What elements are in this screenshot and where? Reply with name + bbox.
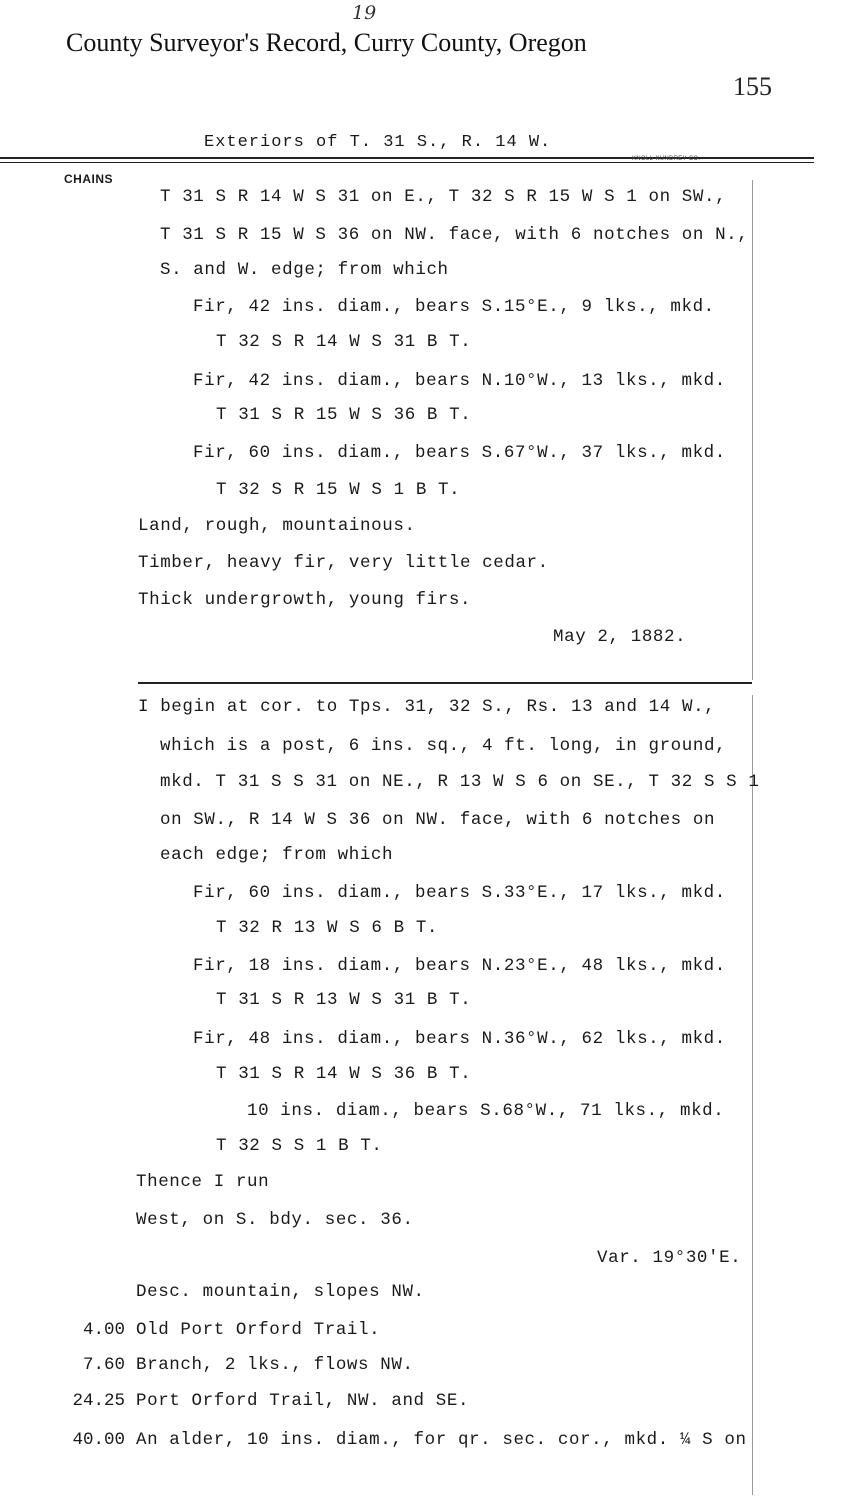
chains-column-label: CHAINS — [64, 172, 114, 186]
bearing-tree-mark: T 31 S R 13 W S 31 B T. — [216, 990, 472, 1010]
printer-mark: KNOLL-KUNDREY CO. — [632, 156, 701, 162]
bearing-tree-mark: T 31 S R 15 W S 36 B T. — [216, 405, 472, 425]
chain-distance: 24.25 — [72, 1391, 125, 1411]
chain-entry-text: Port Orford Trail, NW. and SE. — [136, 1391, 470, 1411]
text-line: on SW., R 14 W S 36 on NW. face, with 6 notches on — [160, 810, 716, 830]
text-line: S. and W. edge; from which — [160, 260, 449, 280]
section-subtitle: Exteriors of T. 31 S., R. 14 W. — [204, 133, 552, 152]
chain-distance: 40.00 — [72, 1430, 125, 1450]
handwritten-page-number: 19 — [352, 2, 377, 24]
bearing-tree-line: Fir, 18 ins. diam., bears N.23°E., 48 lks., mkd. — [193, 956, 726, 976]
text-line: Thick undergrowth, young firs. — [138, 590, 472, 610]
page-title: County Surveyor's Record, Curry County, Oregon — [66, 28, 587, 57]
text-line: each edge; from which — [160, 845, 394, 865]
bearing-tree-line: 10 ins. diam., bears S.68°W., 71 lks., mkd. — [247, 1101, 725, 1121]
page-number: 155 — [733, 72, 772, 101]
chain-entry-text: Branch, 2 lks., flows NW. — [136, 1355, 414, 1375]
bearing-tree-line: Fir, 48 ins. diam., bears N.36°W., 62 lks., mkd. — [193, 1029, 726, 1049]
text-line: Desc. mountain, slopes NW. — [136, 1282, 425, 1302]
text-line: Land, rough, mountainous. — [138, 516, 416, 536]
text-line: I begin at cor. to Tps. 31, 32 S., Rs. 13 and 14 W., — [138, 697, 716, 717]
bearing-tree-mark: T 32 S R 14 W S 31 B T. — [216, 332, 472, 352]
text-line: Timber, heavy fir, very little cedar. — [138, 553, 549, 573]
bearing-tree-mark: T 32 S R 15 W S 1 B T. — [216, 480, 461, 500]
survey-date: May 2, 1882. — [553, 627, 687, 647]
text-line: T 31 S R 15 W S 36 on NW. face, with 6 notches on N., — [160, 225, 749, 245]
chain-distance: 7.60 — [82, 1355, 125, 1375]
bearing-tree-line: Fir, 42 ins. diam., bears N.10°W., 13 lks., mkd. — [193, 371, 726, 391]
magnetic-variation: Var. 19°30'E. — [597, 1248, 742, 1268]
text-line: Thence I run — [136, 1172, 270, 1192]
bearing-tree-mark: T 31 S R 14 W S 36 B T. — [216, 1064, 472, 1084]
bearing-tree-mark: T 32 R 13 W S 6 B T. — [216, 918, 439, 938]
chain-distance: 4.00 — [82, 1320, 125, 1340]
chain-entry-text: An alder, 10 ins. diam., for qr. sec. cor., mkd. ¼ S on — [136, 1430, 747, 1450]
bearing-tree-mark: T 32 S S 1 B T. — [216, 1136, 383, 1156]
text-line: T 31 S R 14 W S 31 on E., T 32 S R 15 W S 1 on SW., — [160, 187, 727, 207]
section-divider — [138, 682, 752, 684]
margin-line — [752, 180, 753, 680]
chain-entry-text: Old Port Orford Trail. — [136, 1320, 381, 1340]
bearing-tree-line: Fir, 60 ins. diam., bears S.33°E., 17 lks., mkd. — [193, 883, 726, 903]
text-line: which is a post, 6 ins. sq., 4 ft. long, in ground, — [160, 736, 727, 756]
text-line: West, on S. bdy. sec. 36. — [136, 1210, 414, 1230]
text-line: mkd. T 31 S S 31 on NE., R 13 W S 6 on SE., T 32 S S 1 — [160, 772, 760, 792]
header-rule-bottom — [0, 162, 814, 163]
bearing-tree-line: Fir, 42 ins. diam., bears S.15°E., 9 lks., mkd. — [193, 297, 715, 317]
margin-line-lower — [752, 695, 753, 1495]
bearing-tree-line: Fir, 60 ins. diam., bears S.67°W., 37 lks., mkd. — [193, 443, 726, 463]
